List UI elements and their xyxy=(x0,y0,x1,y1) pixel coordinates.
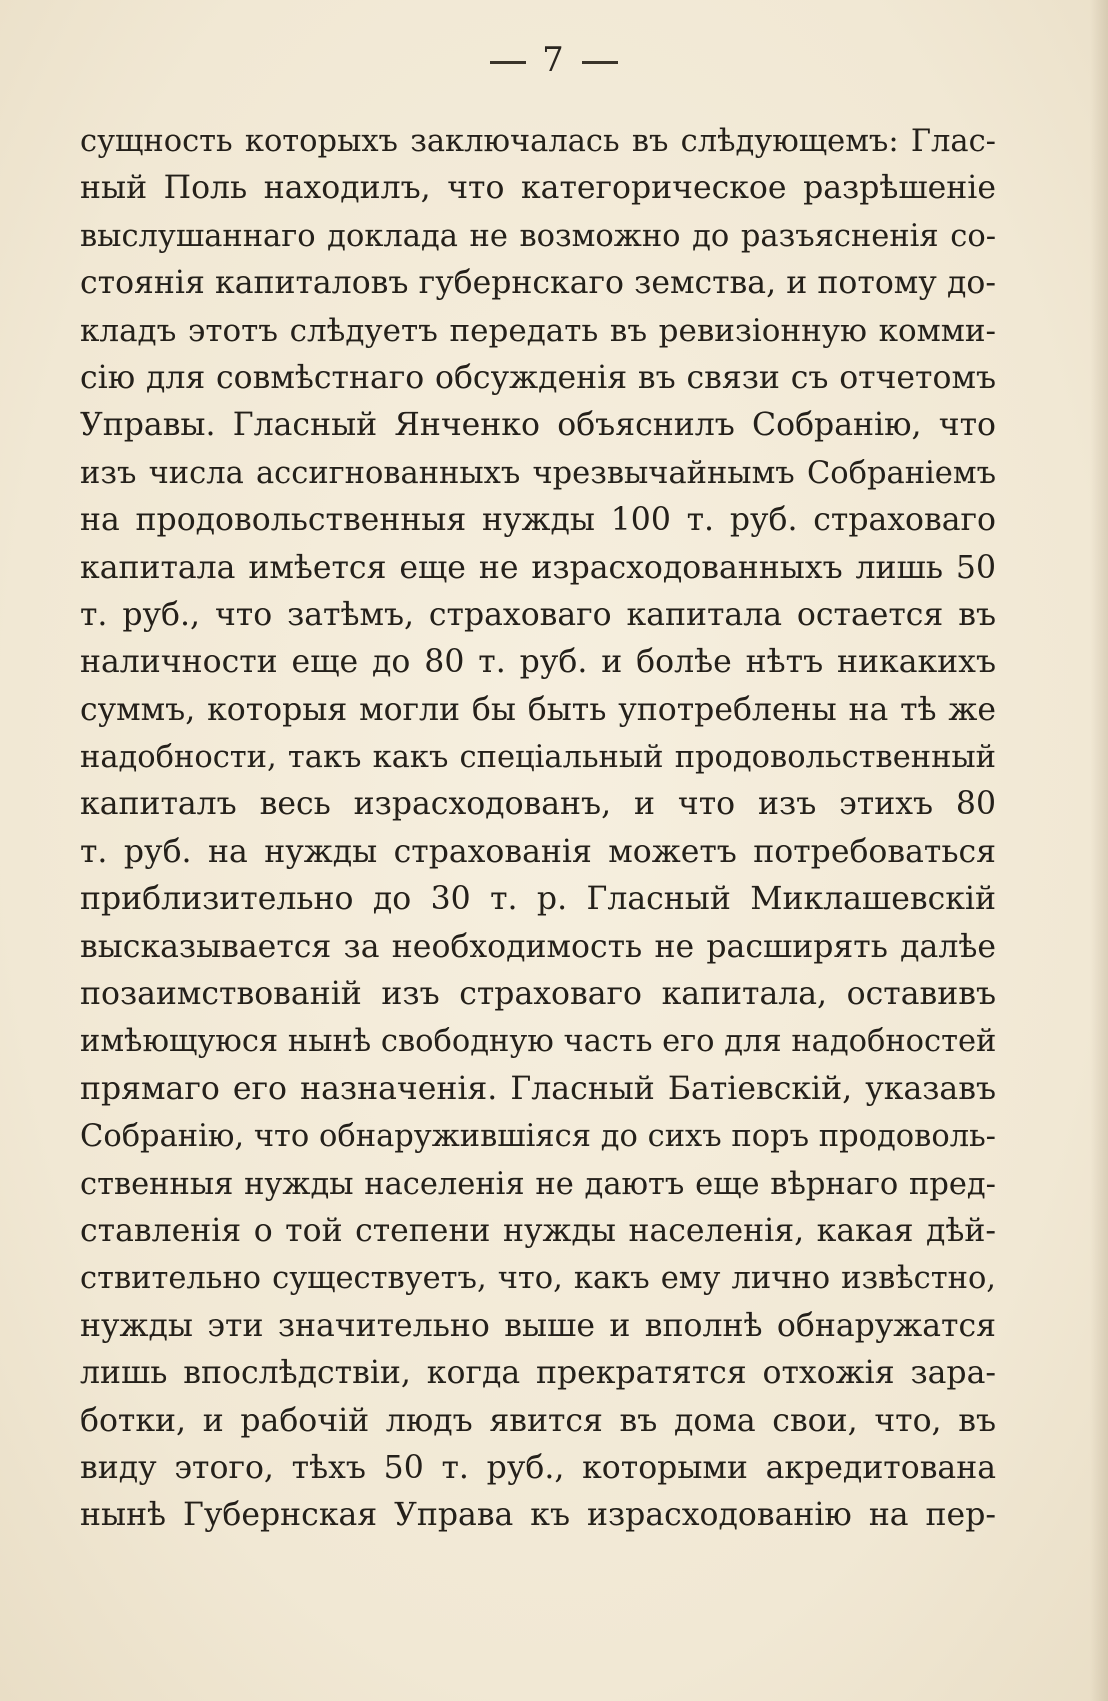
page-number: 7 xyxy=(542,40,566,80)
text-line: т. руб. на нужды страхованія можетъ потребоваться xyxy=(80,833,996,870)
text-line: ботки, и рабочій людъ явится въ дома свои, что, въ xyxy=(80,1402,996,1439)
body-text xyxy=(80,118,996,1540)
text-line: лишь впослѣдствіи, когда прекратятся отхожія зара- xyxy=(80,1355,996,1392)
text-line: прямаго его назначенія. Гласный Батіевскій, указавъ xyxy=(80,1070,996,1107)
text-line: т. руб., что затѣмъ, страховаго капитала остается въ xyxy=(80,596,996,633)
text-line: нужды эти значительно выше и вполнѣ обнаружатся xyxy=(80,1307,996,1344)
text-line: Управы. Гласный Янченко объяснилъ Собранію, что xyxy=(80,407,996,444)
text-line: имѣющуюся нынѣ свободную часть его для надобностей xyxy=(80,1024,996,1060)
text-line: приблизительно до 30 т. р. Гласный Миклашевскій xyxy=(80,881,996,918)
text-line: на продовольственныя нужды 100 т. руб. страховаго xyxy=(80,502,996,539)
text-line: капиталъ весь израсходованъ, и что изъ этихъ 80 xyxy=(80,786,996,823)
text-line: стоянія капиталовъ губернскаго земства, и потому до- xyxy=(80,265,996,302)
page-edge-shadow xyxy=(1090,0,1108,1701)
text-line: суммъ, которыя могли бы быть употреблены на тѣ же xyxy=(80,691,996,728)
text-line: сущность которыхъ заключалась въ слѣдующемъ: Глас- xyxy=(80,124,996,159)
text-line: высказывается за необходимость не расширять далѣе xyxy=(80,928,996,965)
page-number-header xyxy=(0,40,1108,80)
text-line: капитала имѣется еще не израсходованныхъ лишь 50 xyxy=(80,549,996,586)
text-line: виду этого, тѣхъ 50 т. руб., которыми акредитована xyxy=(80,1449,996,1486)
text-line: Собранію, что обнаружившіяся до сихъ поръ продоволь- xyxy=(80,1119,996,1155)
text-line: нынѣ Губернская Управа къ израсходованію на пер- xyxy=(80,1497,996,1534)
text-line: ственныя нужды населенія не даютъ еще вѣрнаго пред- xyxy=(80,1166,996,1202)
text-line: сію для совмѣстнаго обсужденія въ связи съ отчетомъ xyxy=(80,359,996,396)
text-line: позаимствованій изъ страховаго капитала, оставивъ xyxy=(80,976,996,1013)
text-line: ставленія о той степени нужды населенія, какая дѣй- xyxy=(80,1212,996,1249)
text-line: наличности еще до 80 т. руб. и болѣе нѣтъ никакихъ xyxy=(80,644,996,681)
left-dash xyxy=(490,61,526,64)
text-line: ствительно существуетъ, что, какъ ему лично извѣстно, xyxy=(80,1261,996,1297)
text-line: выслушаннаго доклада не возможно до разъясненія со- xyxy=(80,218,996,254)
text-line: изъ числа ассигнованныхъ чрезвычайнымъ Собраніемъ xyxy=(80,455,996,491)
text-line: ный Поль находилъ, что категорическое разрѣшеніе xyxy=(80,170,996,207)
text-line: надобности, такъ какъ спецiальный продовольственный xyxy=(80,740,996,776)
right-dash xyxy=(582,61,618,64)
text-line: кладъ этотъ слѣдуетъ передать въ ревизіонную комми- xyxy=(80,312,996,349)
